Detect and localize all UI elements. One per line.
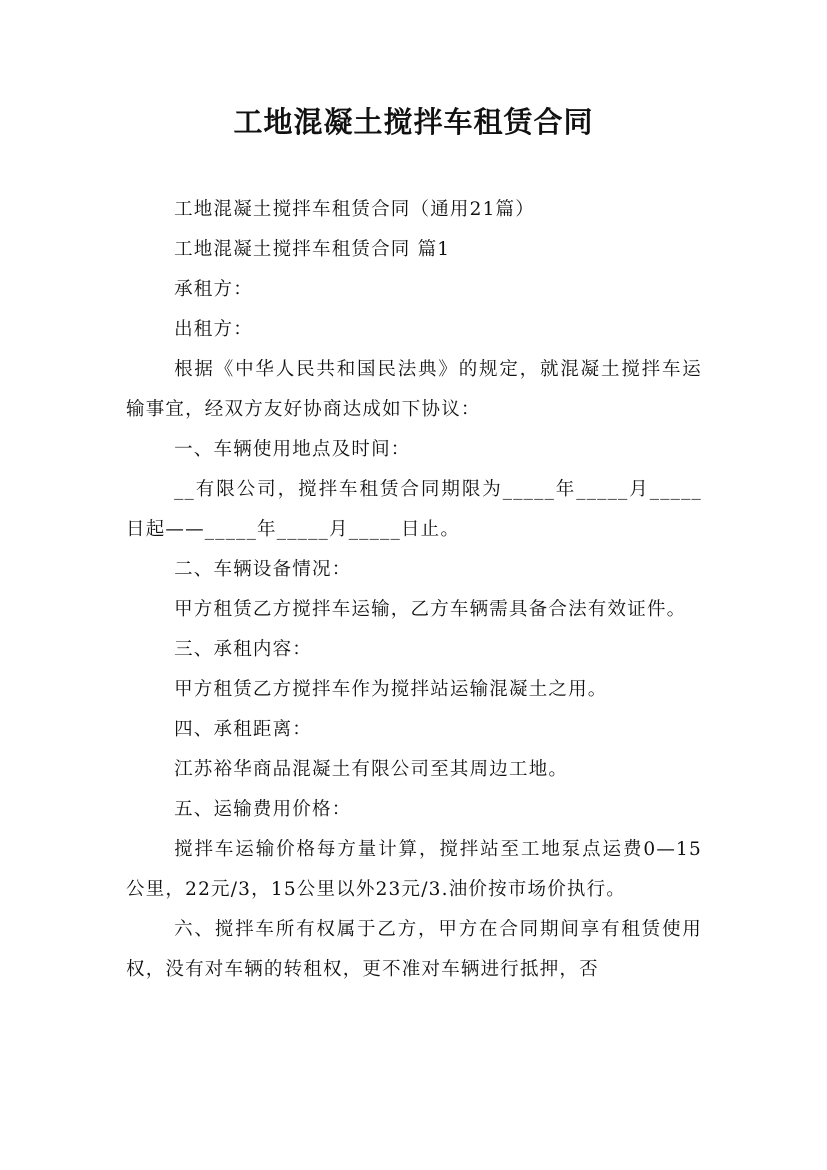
paragraph-section-1-heading: 一、车辆使用地点及时间： bbox=[174, 439, 411, 460]
paragraph-chapter-heading: 工地混凝土搅拌车租赁合同 篇1 bbox=[174, 239, 451, 260]
paragraph-section-3-heading: 三、承租内容： bbox=[174, 639, 312, 660]
paragraph-section-5-heading: 五、运输费用价格： bbox=[174, 799, 352, 820]
paragraph-section-1-body: __有限公司，搅拌车租赁合同期限为_____年_____月_____日起——_____年_____月_____日止。 bbox=[126, 479, 702, 540]
paragraph-section-2-body: 甲方租赁乙方搅拌车运输，乙方车辆需具备合法有效证件。 bbox=[174, 599, 687, 620]
paragraph-section-3-body: 甲方租赁乙方搅拌车作为搅拌站运输混凝土之用。 bbox=[174, 679, 608, 700]
paragraph-section-6-body: 六、搅拌车所有权属于乙方，甲方在合同期间享有租赁使用权，没有对车辆的转租权，更不准对车辆进行抵押，否 bbox=[126, 919, 702, 980]
paragraph-subtitle: 工地混凝土搅拌车租赁合同（通用21篇） bbox=[174, 199, 535, 220]
document-body bbox=[126, 190, 702, 990]
paragraph-preamble: 根据《中华人民共和国民法典》的规定，就混凝土搅拌车运输事宜，经双方友好协商达成如下协议： bbox=[126, 359, 702, 420]
document-title: 工地混凝土搅拌车租赁合同 bbox=[233, 105, 594, 139]
paragraph-lessee: 承租方： bbox=[174, 279, 253, 300]
paragraph-lessor: 出租方： bbox=[174, 319, 253, 340]
paragraph-section-4-heading: 四、承租距离： bbox=[174, 719, 312, 740]
paragraph-section-4-body: 江苏裕华商品混凝土有限公司至其周边工地。 bbox=[174, 759, 569, 780]
paragraph-section-5-body: 搅拌车运输价格每方量计算，搅拌站至工地泵点运费0—15公里，22元/3，15公里以外23元/3.油价按市场价执行。 bbox=[126, 839, 702, 900]
paragraph-section-2-heading: 二、车辆设备情况： bbox=[174, 559, 352, 580]
